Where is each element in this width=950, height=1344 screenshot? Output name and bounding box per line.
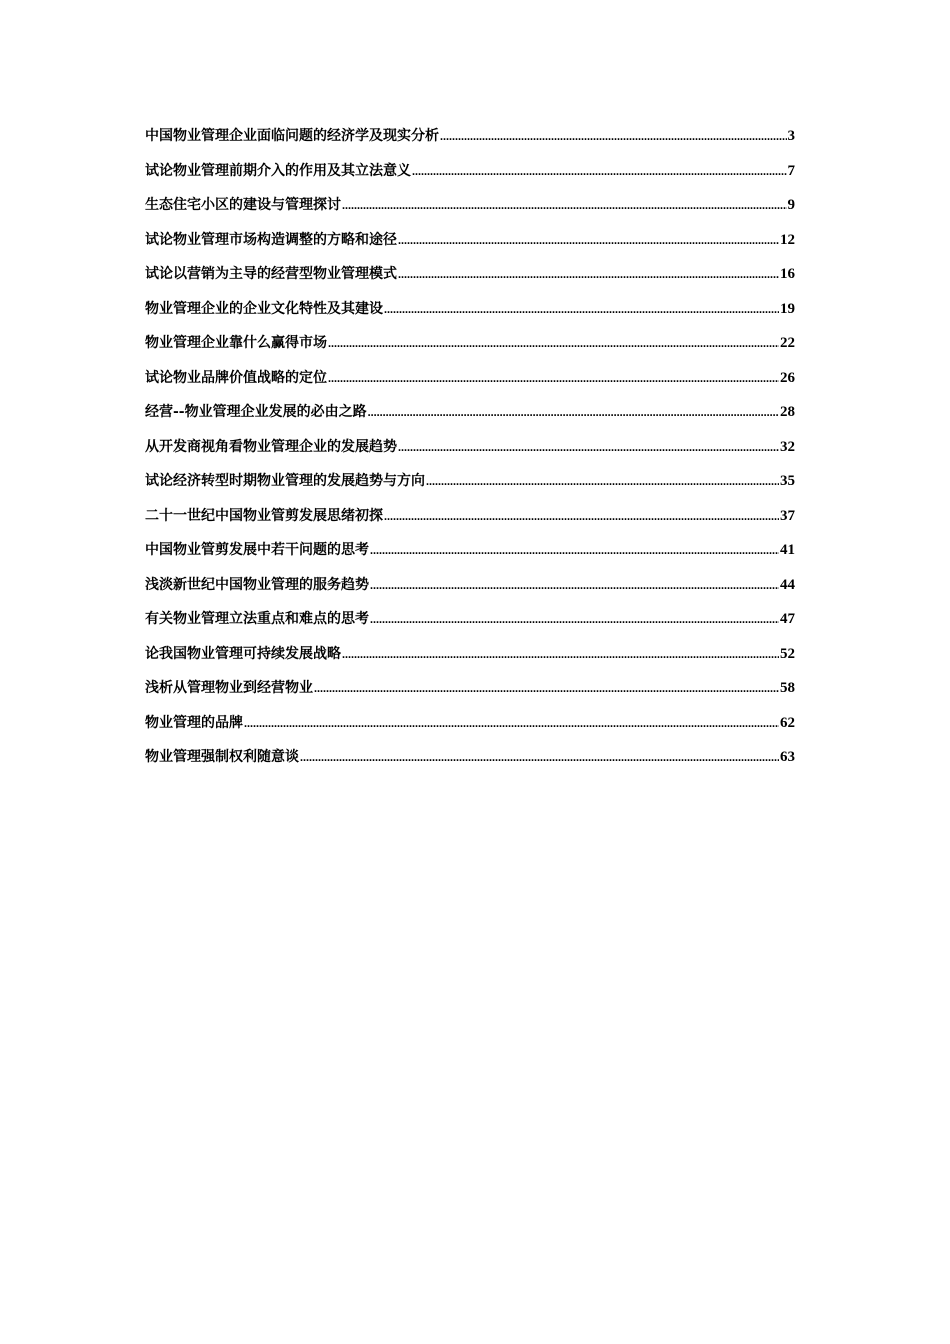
toc-entry-title: 试论经济转型时期物业管理的发展趋势与方向 <box>145 473 425 489</box>
toc-dot-leader <box>342 646 779 662</box>
toc-entry[interactable] <box>145 194 795 229</box>
toc-entry-page: 37 <box>780 507 795 524</box>
toc-entry-title: 浅淡新世纪中国物业管理的服务趋势 <box>145 576 369 593</box>
toc-entry-page: 58 <box>780 680 795 696</box>
toc-entry[interactable] <box>145 677 795 712</box>
toc-entry-title: 物业管理企业靠什么赢得市场 <box>145 335 327 351</box>
toc-dot-leader <box>384 301 779 317</box>
toc-entry-title: 物业管理的品牌 <box>145 714 243 731</box>
toc-dot-leader <box>440 128 787 144</box>
toc-entry[interactable] <box>145 470 795 505</box>
toc-entry-page: 22 <box>780 335 795 351</box>
toc-dot-leader <box>244 715 779 731</box>
toc-entry[interactable] <box>145 263 795 298</box>
toc-dot-leader <box>314 680 779 696</box>
toc-entry[interactable] <box>145 746 795 781</box>
toc-dot-leader <box>370 577 779 593</box>
toc-entry[interactable] <box>145 401 795 436</box>
toc-dot-leader <box>328 370 779 386</box>
toc-entry-title: 物业管理强制权利随意谈 <box>145 749 299 765</box>
toc-entry-page: 41 <box>780 542 795 558</box>
toc-entry-page: 52 <box>780 645 795 662</box>
toc-entry-page: 7 <box>787 162 795 179</box>
toc-entry-title: 生态住宅小区的建设与管理探讨 <box>145 197 341 213</box>
toc-dot-leader <box>384 508 779 524</box>
toc-entry[interactable] <box>145 712 795 747</box>
toc-dot-leader <box>412 163 787 179</box>
toc-entry[interactable] <box>145 643 795 678</box>
toc-entry-page: 47 <box>780 611 795 627</box>
toc-entry-page: 63 <box>780 749 795 765</box>
toc-dot-leader <box>342 197 787 213</box>
toc-entry[interactable] <box>145 125 795 160</box>
toc-entry-title: 论我国物业管理可持续发展战略 <box>145 645 341 662</box>
toc-entry-title: 从开发商视角看物业管理企业的发展趋势 <box>145 438 397 455</box>
toc-entry-title: 经营--物业管理企业发展的必由之路 <box>145 404 367 420</box>
toc-entry-title: 试论以营销为主导的经营型物业管理模式 <box>145 266 397 282</box>
toc-entry-page: 3 <box>787 128 795 144</box>
toc-entry-title: 有关物业管理立法重点和难点的思考 <box>145 611 369 627</box>
toc-entry-page: 28 <box>780 404 795 420</box>
toc-entry[interactable] <box>145 436 795 471</box>
toc-dot-leader <box>328 335 779 351</box>
toc-entry-title: 试论物业品牌价值战略的定位 <box>145 369 327 386</box>
toc-entry[interactable] <box>145 608 795 643</box>
toc-dot-leader <box>426 473 779 489</box>
toc-entry-page: 44 <box>780 576 795 593</box>
toc-entry[interactable] <box>145 539 795 574</box>
toc-entry-page: 35 <box>780 473 795 489</box>
toc-entry-page: 9 <box>787 197 795 213</box>
toc-entry-title: 中国物业管理企业面临问题的经济学及现实分析 <box>145 128 439 144</box>
toc-dot-leader <box>370 542 779 558</box>
table-of-contents <box>145 125 795 781</box>
toc-dot-leader <box>300 749 779 765</box>
toc-dot-leader <box>370 611 779 627</box>
toc-dot-leader <box>398 439 779 455</box>
toc-entry-title: 中国物业管剪发展中若干问题的思考 <box>145 542 369 558</box>
toc-entry-title: 试论物业管理前期介入的作用及其立法意义 <box>145 162 411 179</box>
toc-entry-page: 26 <box>780 369 795 386</box>
toc-entry-page: 32 <box>780 438 795 455</box>
toc-entry-title: 试论物业管理市场构造调整的方略和途径 <box>145 231 397 248</box>
toc-entry[interactable] <box>145 367 795 402</box>
toc-dot-leader <box>398 266 779 282</box>
toc-entry[interactable] <box>145 574 795 609</box>
toc-entry-page: 19 <box>780 300 795 317</box>
toc-entry-page: 62 <box>780 714 795 731</box>
toc-entry-title: 浅析从管理物业到经营物业 <box>145 680 313 696</box>
toc-entry[interactable] <box>145 298 795 333</box>
toc-entry-page: 12 <box>780 231 795 248</box>
toc-entry-title: 二十一世纪中国物业管剪发展思绪初探 <box>145 507 383 524</box>
toc-dot-leader <box>368 404 779 420</box>
toc-entry[interactable] <box>145 332 795 367</box>
toc-entry-title: 物业管理企业的企业文化特性及其建设 <box>145 300 383 317</box>
toc-entry[interactable] <box>145 160 795 195</box>
toc-entry-page: 16 <box>780 266 795 282</box>
toc-entry[interactable] <box>145 229 795 264</box>
toc-entry[interactable] <box>145 505 795 540</box>
toc-dot-leader <box>398 232 779 248</box>
